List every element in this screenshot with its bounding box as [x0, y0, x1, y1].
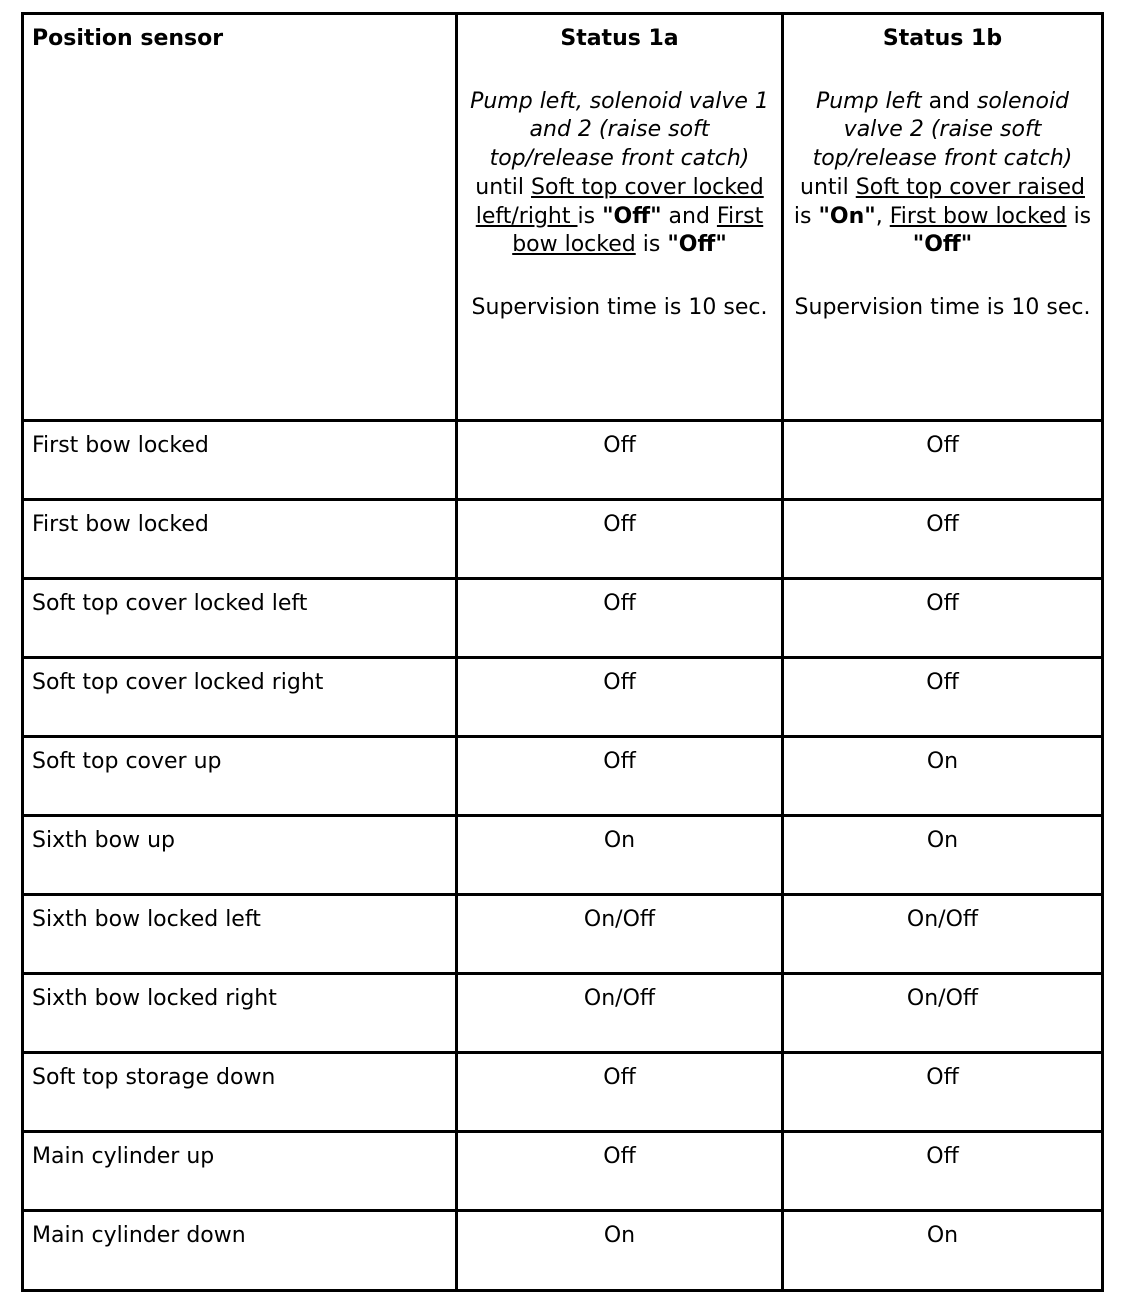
table-row: [23, 1211, 1103, 1291]
sensor-name-cell: First bow locked: [23, 421, 457, 500]
sensor-name-cell: Sixth bow up: [23, 816, 457, 895]
header-status-1b: [783, 14, 1103, 421]
header-position-sensor-label: Position sensor: [32, 26, 224, 51]
sensor-name-cell: Soft top cover locked left: [23, 579, 457, 658]
status-1a-cell: Off: [457, 1132, 783, 1211]
status-1b-cell: On/Off: [783, 895, 1103, 974]
sensor-name-cell: Main cylinder up: [23, 1132, 457, 1211]
status-1a-and: and: [668, 203, 710, 229]
status-1b-value-1: "On": [818, 203, 876, 229]
status-1a-is-2: is: [642, 232, 661, 258]
header-row: [23, 14, 1103, 421]
status-1b-comma: ,: [875, 203, 883, 229]
status-1b-is-2: is: [1073, 203, 1092, 229]
status-1b-and: and: [928, 88, 970, 114]
status-1b-cell: On: [783, 816, 1103, 895]
status-1a-until: until: [475, 174, 525, 200]
status-1b-cell: Off: [783, 421, 1103, 500]
table-row: [23, 974, 1103, 1053]
status-1a-cell: Off: [457, 737, 783, 816]
status-1b-until: until: [800, 174, 849, 200]
status-1b-condition-2: First bow locked: [889, 203, 1067, 229]
table-row: [23, 421, 1103, 500]
status-1b-cell: Off: [783, 579, 1103, 658]
status-1b-cell: On/Off: [783, 974, 1103, 1053]
status-1b-cell: Off: [783, 658, 1103, 737]
table-row: [23, 500, 1103, 579]
status-1a-value-2: "Off": [667, 232, 727, 258]
status-1b-cell: On: [783, 1211, 1103, 1291]
sensor-rows: [23, 421, 1103, 1291]
status-1b-value-2: "Off": [912, 232, 973, 258]
status-1b-cell: Off: [783, 1132, 1103, 1211]
sensor-name-cell: Soft top storage down: [23, 1053, 457, 1132]
status-1a-cell: On/Off: [457, 974, 783, 1053]
status-1b-is-1: is: [793, 203, 812, 229]
header-status-1a: [457, 14, 783, 421]
header-status-1b-title: Status 1b: [882, 26, 1003, 51]
status-1a-cell: Off: [457, 421, 783, 500]
status-1b-cell: Off: [783, 500, 1103, 579]
status-1a-cell: Off: [457, 1053, 783, 1132]
header-position-sensor: [23, 14, 457, 421]
table-row: [23, 1132, 1103, 1211]
status-1b-action-part-1: Pump left: [815, 88, 922, 114]
sensor-name-cell: Sixth bow locked right: [23, 974, 457, 1053]
position-sensor-table: [21, 12, 1104, 1292]
status-1a-value-1: "Off": [602, 203, 662, 229]
status-1b-action-part-2: solenoid valve 2 (raise soft top/release front catch): [812, 88, 1073, 172]
sensor-name-cell: First bow locked: [23, 500, 457, 579]
sensor-name-cell: Main cylinder down: [23, 1211, 457, 1291]
header-status-1a-title: Status 1a: [560, 26, 679, 51]
table-row: [23, 737, 1103, 816]
status-1b-cell: Off: [783, 1053, 1103, 1132]
status-1a-cell: Off: [457, 658, 783, 737]
status-1a-is-1: is: [577, 203, 596, 229]
sensor-name-cell: Sixth bow locked left: [23, 895, 457, 974]
status-1a-condition-1: Soft top cover locked left/right: [475, 174, 764, 229]
table-row: [23, 1053, 1103, 1132]
status-1b-supervision: Supervision time is 10 sec.: [794, 294, 1091, 320]
status-1a-action: Pump left, solenoid valve 1 and 2 (raise soft top/release front catch): [470, 88, 769, 172]
table-row: [23, 816, 1103, 895]
status-1a-cell: Off: [457, 579, 783, 658]
table-row: [23, 579, 1103, 658]
status-1a-cell: On: [457, 1211, 783, 1291]
status-1a-cell: Off: [457, 500, 783, 579]
sensor-name-cell: Soft top cover locked right: [23, 658, 457, 737]
table-row: [23, 895, 1103, 974]
status-1b-condition-1: Soft top cover raised: [855, 174, 1085, 200]
status-1a-cell: On/Off: [457, 895, 783, 974]
table-row: [23, 658, 1103, 737]
status-1b-cell: On: [783, 737, 1103, 816]
sensor-name-cell: Soft top cover up: [23, 737, 457, 816]
status-1a-cell: On: [457, 816, 783, 895]
status-1a-condition-2: First bow locked: [512, 203, 764, 258]
status-1a-supervision: Supervision time is 10 sec.: [471, 294, 768, 320]
